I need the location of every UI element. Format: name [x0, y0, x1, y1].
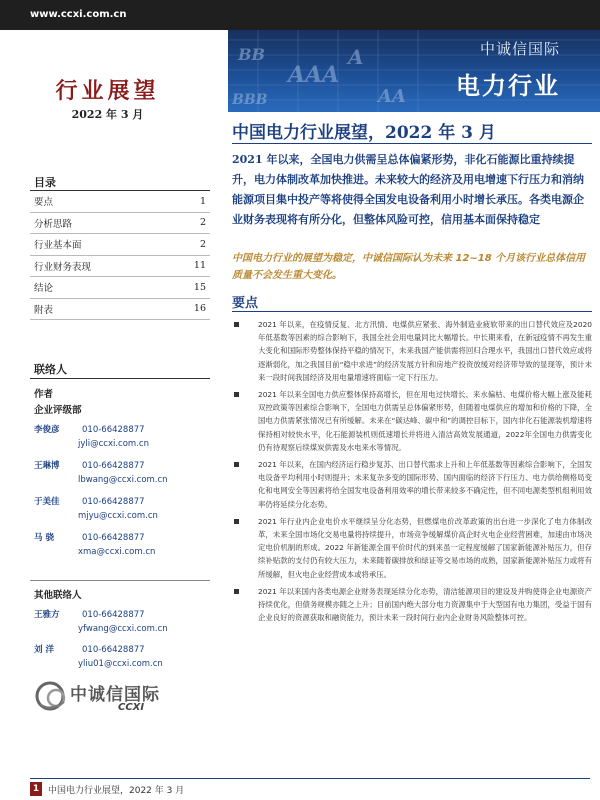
bullet-icon: [234, 392, 239, 397]
other-email[interactable]: yliu01@ccxi.com.cn: [78, 659, 163, 669]
list-item: 2021 年以来，在疫情反复、北方汛情、电煤供应紧张、海外制造业疲软带来的出口替代效应及2020年低基数等因素的综合影响下，我国全社会用电量同比大幅增长。中长期来看，在新冠疫情不再发生重大变化和国际形势整体保持平稳的情况下，未来我国产能供需将回归合理水平，我国出口替代效应或将逐渐弱化，加之我国目前“稳中求进”的经济发展方针和房地产投资放缓对经济带导致的显现等，预计未来一段时间我国经济及用电量增速将面临一定下行压力。: [232, 318, 592, 384]
other-contact: 王雅方 010-66428877: [34, 610, 145, 620]
table-of-contents: [30, 190, 210, 320]
author-contact: 于美佳 010-66428877: [34, 497, 145, 507]
toc-item[interactable]: 结论 15: [30, 277, 210, 299]
banner-brand: 中诚信国际: [479, 40, 560, 58]
bullet-icon: [234, 322, 239, 327]
divider: [30, 580, 210, 581]
top-bar: [0, 0, 600, 30]
others-label: 其他联络人: [34, 590, 82, 601]
divider: [30, 378, 210, 379]
toc-item[interactable]: 分析思路 2: [30, 213, 210, 235]
logo-sub: CCXI: [118, 702, 145, 713]
divider: [232, 311, 592, 312]
page-number: 1: [30, 782, 42, 796]
toc-title: 目录: [34, 176, 56, 189]
deco-letter: AA: [378, 86, 406, 107]
author-contact: 李俊彦 010-66428877: [34, 425, 145, 435]
banner-industry: 电力行业: [456, 71, 560, 100]
outlook-text: 中国电力行业的展望为稳定，中诚信国际认为未来 12~18 个月该行业总体信用质量不会发生重大变化。: [232, 253, 586, 281]
page-title: 中国电力行业展望，2022 年 3 月: [232, 123, 496, 143]
other-email[interactable]: yfwang@ccxi.com.cn: [78, 624, 168, 634]
contacts-title: 联络人: [34, 363, 67, 376]
bullet-icon: [234, 519, 239, 524]
summary-text: 2021 年以来，全国电力供需呈总体偏紧形势，非化石能源比重持续提升，电力体制改革加快推进。未来较大的经济及用电增速下行压力和消纳能源项目集中投产等将使得全国发电设备利用小时增长承压。各类电源企业财务表现将有所分化，但整体风险可控，信用基本面保持稳定: [232, 153, 584, 226]
site-url[interactable]: www.ccxi.com.cn: [30, 9, 127, 20]
report-date: 2022 年 3 月: [71, 108, 144, 121]
list-item: 2021 年行业内企业电价水平继续呈分化态势，但燃煤电价改革政策的出台进一步深化了电力体制改革，未来全国市场化交易电量将持续提升，市场竞争缓解煤价高企时火电企业经营困难，加速由市场决定电价机制的形成。2022 年新能源全面平价时代的到来虽一定程度缓解了国家新能源补贴压力，但存续补贴款的支付仍有较大压力，未来随着碳排放和绿证等交易市场的成熟，国家新能源补贴压力或将有所缓解，但火电企业经营成本或将承压。: [232, 515, 592, 581]
list-item: 2021 年以来国内各类电源企业财务表现延续分化态势，清洁能源项目的建设及并购使得企业电源资产持续优化，但债务规模亦随之上升；目前国内绝大部分电力资源集中于大型国有电力集团，受益于国有企业良好的资源获取和融资能力，预计未来一段时间行业内企业财务风险整体可控。: [232, 585, 592, 625]
key-points-title: 要点: [232, 296, 259, 311]
toc-item[interactable]: 要点 1: [30, 191, 210, 213]
list-item: 2021 年以来全国电力供应整体保持高增长，但在用电过快增长、来水偏枯、电煤价格大幅上涨及能耗双控政策等因素综合影响下，全国电力供需呈总体偏紧形势，但随着电煤供应的增加和价格的下降，全国电力供需紧张情况已有所缓解。未来在“碳达峰、碳中和”的调控目标下，国内非化石能源装机增速将保持相对较快水平，化石能源装机则低速增长并将进入清洁高效发展通道，2022年全国电力供需变化仍有待观察后续煤炭供需及水电来水等情况。: [232, 388, 592, 454]
key-points-list: [232, 318, 592, 628]
author-contact: 王琳博 010-66428877: [34, 461, 145, 471]
author-contact: 马 骁 010-66428877: [34, 533, 145, 543]
divider: [232, 143, 592, 144]
deco-letter: BBB: [232, 92, 268, 108]
author-email[interactable]: xma@ccxi.com.cn: [78, 547, 156, 557]
toc-item[interactable]: 附表 16: [30, 299, 210, 321]
author-email[interactable]: jyli@ccxi.com.cn: [78, 439, 149, 449]
dept-label: 企业评级部: [34, 405, 82, 416]
footer-text: 中国电力行业展望，2022 年 3 月: [48, 786, 185, 796]
toc-item[interactable]: 行业基本面 2: [30, 234, 210, 256]
footer-divider: [30, 778, 590, 779]
toc-item[interactable]: 行业财务表现 11: [30, 256, 210, 278]
authors-label: 作者: [34, 389, 54, 400]
deco-letter: AAA: [288, 62, 340, 88]
header-banner: [228, 30, 600, 112]
report-type: 行业展望: [55, 78, 160, 104]
bullet-icon: [234, 462, 239, 467]
list-item: 2021 年以来，在国内经济运行稳步复苏、出口替代需求上升和上年低基数等因素综合影响下，全国发电设备平均利用小时则提升；未来复杂多变的国际形势、国内面临的经济下行压力、电力供给侧格局变化和电网安全等因素将给全国发电设备利用效率的增长带来较多不确定性，但不同电源类型机组利用效率仍将延续分化态势。: [232, 458, 592, 511]
author-email[interactable]: mjyu@ccxi.com.cn: [78, 511, 158, 521]
logo-text: 中诚信国际: [70, 685, 160, 705]
author-email[interactable]: lbwang@ccxi.com.cn: [78, 475, 168, 485]
bullet-icon: [234, 589, 239, 594]
other-contact: 刘 洋 010-66428877: [34, 645, 145, 655]
deco-letter: BB: [238, 45, 266, 64]
deco-letter: A: [348, 45, 364, 69]
